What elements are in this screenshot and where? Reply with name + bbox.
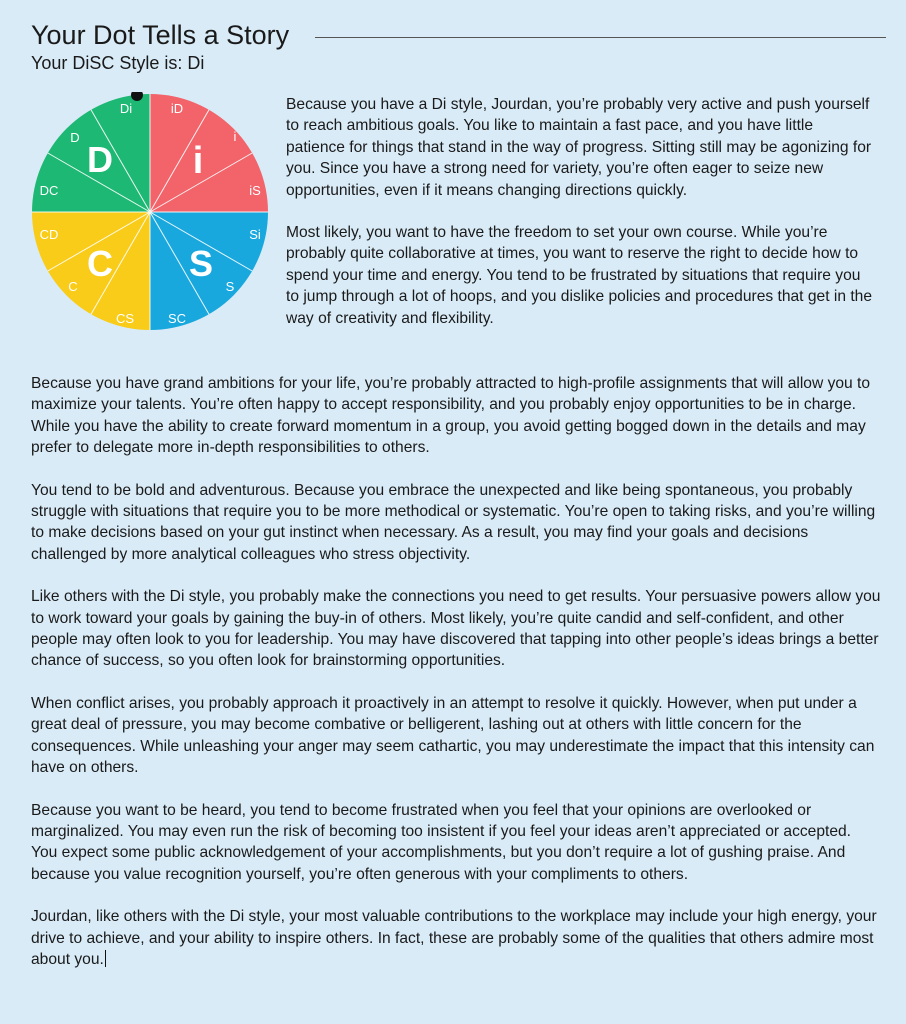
label-id: iD: [170, 101, 184, 116]
title-rule: [315, 37, 886, 38]
body-text: [31, 373, 881, 991]
paragraph: When conflict arises, you probably approach it proactively in an attempt to resolve it quickly. However, when put under a great deal of pressure, you may become combative or belligerent, lashing out at others with little concern for the consequences. While unleashing your anger may seem cathartic, you may underestimate the impact that this intensity can have on others.: [31, 694, 875, 777]
label-i: i: [233, 129, 237, 144]
letter-d: D: [87, 139, 113, 180]
label-cs: CS: [115, 311, 135, 326]
letter-c: C: [87, 243, 113, 284]
intro-paragraph: Most likely, you want to have the freedom to set your own course. While you’re probably quite collaborative at times, you want to reserve the right to decide how to spend your time and energy. You tend to be frustrated by situations that require you to jump through a lot of hoops, and you dislike policies and procedures that get in the way of creativity and flexibility.: [286, 224, 873, 327]
label-di: Di: [119, 101, 133, 116]
header: [31, 20, 886, 74]
label-si: Si: [249, 227, 261, 242]
label-is: iS: [249, 183, 261, 198]
label-d: D: [70, 130, 80, 145]
last-paragraph: [31, 906, 881, 970]
label-dc: DC: [39, 183, 59, 198]
paragraph: You tend to be bold and adventurous. Because you embrace the unexpected and like being spontaneous, you probably struggle with situations that require you to be more methodical or systematic. You’re open to taking risks, and you’re willing to make decisions based on your gut instinct when necessary. As a result, you may find your goals and decisions challenged by more analytical colleagues who stress objectivity.: [31, 481, 876, 563]
label-s: S: [225, 279, 235, 294]
disc-wheel: [30, 92, 270, 332]
page-subtitle: Your DiSC Style is: Di: [31, 53, 205, 73]
intro-text: [286, 94, 876, 350]
intro-paragraph: Because you have a Di style, Jourdan, you’re probably very active and push yourself to reach ambitious goals. You like to maintain a fast pace, and you have little patience for things that stand in the way of progress. Sitting still may be agonizing for you. Since you have a strong need for variety, you’re often eager to seize new opportunities, even if it means changing directions quickly.: [286, 96, 872, 199]
text-cursor: [105, 950, 106, 967]
paragraph: Because you have grand ambitions for your life, you’re probably attracted to high-profile assignments that will allow you to maximize your talents. You’re often happy to accept responsibility, and you probably enjoy opportunities to be in charge. While you have the ability to create forward momentum in a group, you avoid getting bogged down in the details and may prefer to delegate more in-depth responsibilities to others.: [31, 375, 871, 457]
label-c: C: [68, 279, 78, 294]
paragraph: Like others with the Di style, you probably make the connections you need to get results. Your persuasive powers allow you to work toward your goals by gaining the buy-in of others. Most likely, you’re quite candid and self-confident, and other people may often look to you for leadership. You may have discovered that tapping into other people’s ideas brings a better chance of success, so you often look for brainstorming opportunities.: [31, 588, 881, 670]
label-cd: CD: [39, 227, 59, 242]
letter-i: i: [192, 140, 204, 182]
paragraph-text: Jourdan, like others with the Di style, your most valuable contributions to the workplace may include your high energy, your drive to achieve, and your ability to inspire others. In fact, these are probably some of the qualities that others admire most about you.: [31, 908, 877, 968]
page-title: Your Dot Tells a Story: [31, 20, 290, 50]
letter-s: S: [188, 243, 214, 284]
label-sc: SC: [167, 311, 187, 326]
paragraph: Because you want to be heard, you tend to become frustrated when you feel that your opinions are overlooked or marginalized. You may even run the risk of becoming too insistent if you feel your ideas aren’t appreciated or accepted. You expect some public acknowledgement of your accomplishments, but you don’t require a lot of gushing praise. And because you value recognition yourself, you’re often generous with your compliments to others.: [31, 801, 852, 883]
title-row: [31, 20, 886, 51]
